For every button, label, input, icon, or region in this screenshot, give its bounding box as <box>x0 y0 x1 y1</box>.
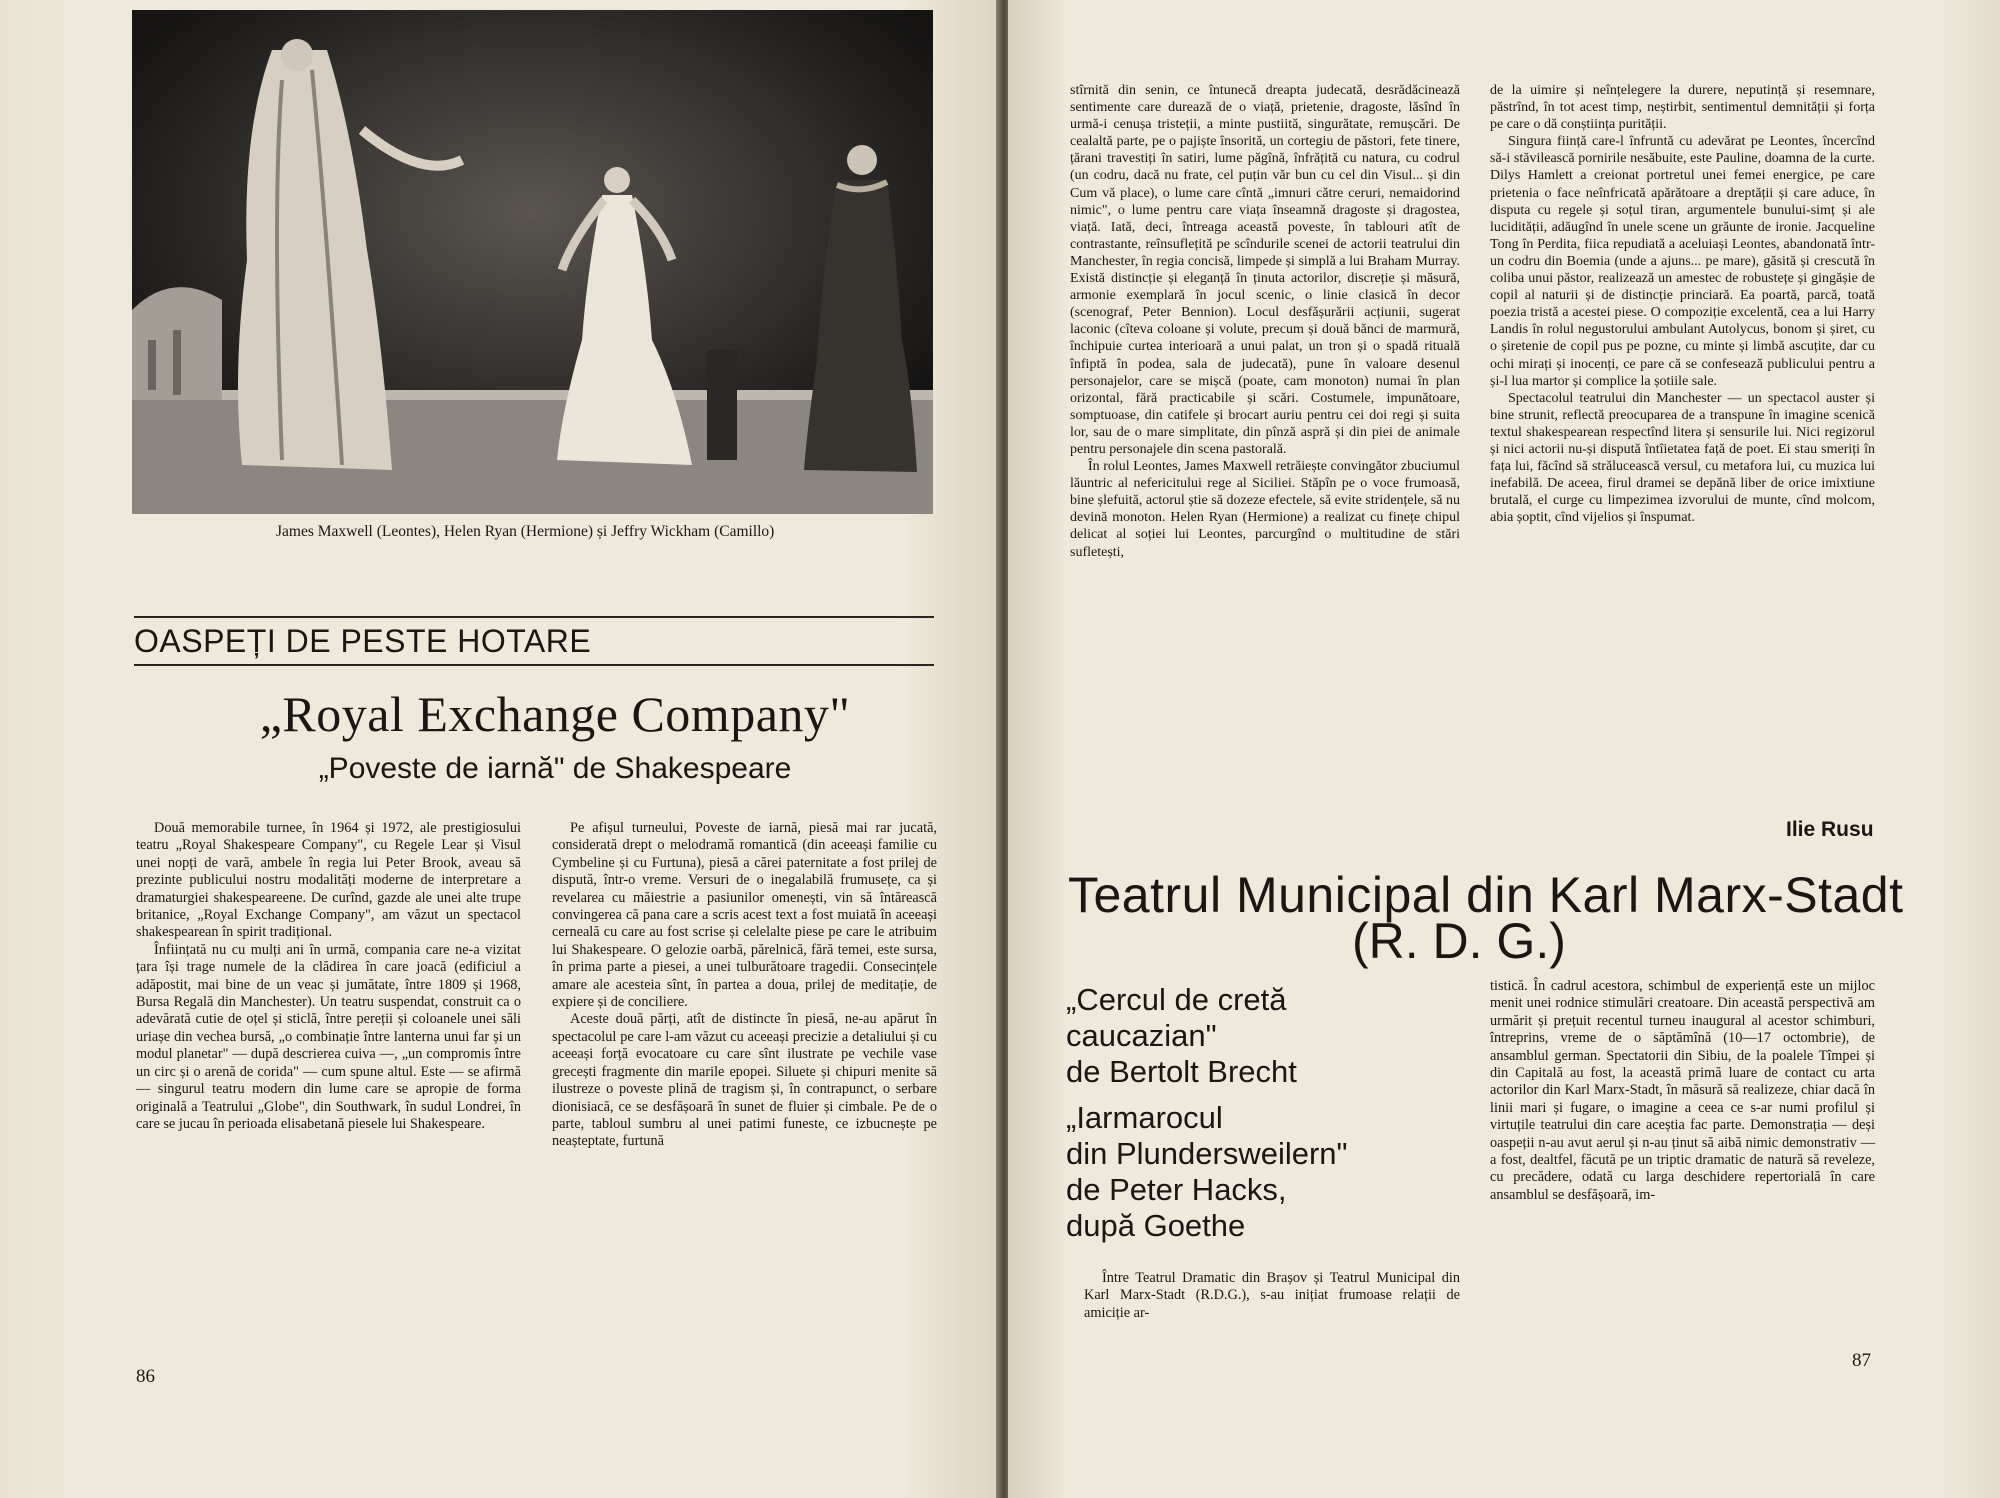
photo-caption: James Maxwell (Leontes), Helen Ryan (Hermione) și Jeffry Wickham (Camillo) <box>276 523 775 540</box>
paragraph: stîrnită din senin, ce întunecă dreapta judecată, desrădăcinează sentimente care durează de o viață, prietenie, dragoste, lăsînd în urmă-i cenușa tristeții, a minte pustiită, singurătate, remușcări. De cealaltă parte, pe o pajiște însorită, un cortegiu de păstori, fete tinere, țărani travestiți în satiri, lume păgînă, înfrățită cu natura, cu codrul (un codru, dacă nu frate, cel puțin văr bun cu cel din Visul... și din Cum vă place), o lume care cîntă „imnuri către ceruri, nemaidorind nimic", o lume pentru care viața înseamnă dragoste și dragostea, viață. Iată, deci, întreaga această poveste, în tablouri atît de contrastante, reînsuflețită pe scîndurile scenei de actorii teatrului din Manchester, în regia concisă, limpede și simplă a lui Braham Murray. Există distincție și eleganță în ținuta actorilor, discreție și măsură, armonie exemplară în jocul scenic, o linie clasică în decor (scenograf, Peter Bennion). Locul desfășurării acțiunii, sugerat laconic (cîteva coloane și volute, precum și două bănci de marmură, închipuie curtea interioară a unui palat, un tron și o spadă rituală înfiptă în podea, sala de judecată), pune în valoare desenul personajelor, care se mișcă (poate, cam monoton) numai în plan orizontal, fără practicabile și scări. Costumele, impunătoare, somptuoase, din catifele și brocart auriu pentru cei doi regi și suita lor, sau de o mare simplitate, din pînză aspră și din piei de animale pentru personajele din scena pastorală. <box>1070 83 1460 457</box>
page-number-right: 87 <box>1852 1350 1871 1371</box>
left-column-1 <box>136 820 521 1133</box>
left-column-2 <box>552 820 937 1151</box>
right-column-2 <box>1490 82 1875 526</box>
paragraph: Singura ființă care-l înfruntă cu adevărat pe Leontes, încercînd să-i stăvilească pornirile nesăbuite, este Pauline, doamna de la curte. Dilys Hamlett a creionat portretul unei femei energice, pe care prietenia o face neînfricată apărătoare a dreptății și care aduce, în disputa cu regele și soțul tiran, argumentele bunului-simț și ale lucidității, adăugînd în unele scene un grăunte de ironie. Jacqueline Tong în Perdita, fiica repudiată a aceluiași Leontes, abandonată într-un codru din Boemia (unde a ajuns... pe mare), găsită și crescută în coliba unui păstor, realizează un amestec de robustețe și gingășie de copil al naturii și de distincție princiară. Ea poartă, parcă, toată poezia tristă a acestei piese. O compoziție excelentă, cea a lui Harry Landis în rolul negustorului ambulant Autolycus, bonom și șiret, cu o șiretenie de copil pus pe pozne, cu minte și limbă ascuțite, dar cu ochi mirați și inocenți, ce pare că se confesează publicului pentru a și-l lua martor și complice la șotiile sale. <box>1490 134 1875 389</box>
paragraph: Între Teatrul Dramatic din Brașov și Teatrul Municipal din Karl Marx-Stadt (R.D.G.), s-au inițiat frumoase relații de amiciție ar- <box>1084 1270 1460 1321</box>
subtitle-line: de Peter Hacks, <box>1066 1172 1287 1207</box>
subtitle-line: „Iarmarocul <box>1066 1100 1223 1135</box>
subtitle-line: „Cercul de cretă <box>1066 982 1287 1017</box>
paragraph: Spectacolul teatrului din Manchester — un spectacol auster și bine strunit, reflectă preocuparea de a transpune în imagine scenică textul shakespearean respectînd litera și sensurile lui. Nici regizorul și nici actorii nu-și dispută întîietatea față de poet. Ei stau smeriți în fața lui, făcînd să strălucească versul, cu metafora lui, cu muzica lui inefabilă. De aceea, firul dramei se depănă liber de orice imixtiune brutală, el curge cu limpezimea izvorului de munte, cînd molcom, abia șoptit, cînd vijelios și înspumat. <box>1490 390 1875 526</box>
paragraph: de la uimire și neînțelegere la durere, neputință și resemnare, păstrînd, în tot acest timp, neștirbit, sentimentul demnității și forța pe care o dă conștiința purității. <box>1490 83 1875 133</box>
subtitle-line: după Goethe <box>1066 1208 1246 1243</box>
stage-photo-image <box>132 10 933 514</box>
article-title: „Royal Exchange Company" <box>259 686 851 742</box>
paragraph: tistică. În cadrul acestora, schimbul de experiență este un mijloc menit unei rodnice stimulări creatoare. Din această perspectivă am urmărit și prețuit recentul turneu inaugural al acestor schimburi, întreprins, vreme de o săptămînă (10—17 octombrie), de ansamblul german. Spectatorii din Sibiu, de la poalele Tîmpei și din Capitală au fost, la această primă luare de contact cu arta actorilor din Karl Marx-Stadt, în măsură să realizeze, chiar dacă în linii mari și fugare, o imagine a ceea ce s-ar numi profilul și virtuțile teatrului din care aceștia fac parte. Demonstrația — deși oaspeții n-au avut aerul și n-au ținut să aibă nimic demonstrativ — a fost, dealtfel, făcută pe un triptic dramatic de natură să reveleze, cu precădere, odată cu larga deschidere repertorială în care ansamblul se desfășoară, im- <box>1490 978 1875 1203</box>
author-signature: Ilie Rusu <box>1786 818 1874 841</box>
paragraph: Două memorabile turnee, în 1964 și 1972, ale prestigiosului teatru „Royal Shakespeare Company", cu Regele Lear și Visul unei nopți de vară, ambele în regia lui Peter Brook, aveau să prezinte publicului nostru modalități moderne de interpretare a dramaturgiei shakespeareene. De curînd, gazde ale unei alte trupe britanice, „Royal Exchange Company", am văzut un spectacol shakespearean în spirit tradițional. <box>136 820 521 941</box>
paragraph: Aceste două părți, atît de distincte în piesă, ne-au apărut în spectacolul pe care l-am văzut cu aceeași precizie a detaliului și cu aceeași forță evocatoare cu care sînt ilustrate pe vechile vase grecești fragmente din marile epopei. Siluete și chipuri menite să ilustreze o poveste plină de tragism și, în contrapunct, o serbare dionisiacă, ce se desfășoară în sunet de fluier și cimbale. Pe de o parte, tabloul sumbru al unei patimi funeste, ce izbucnește pe neașteptate, furtună <box>552 1011 937 1150</box>
paragraph: Pe afișul turneului, Poveste de iarnă, piesă mai rar jucată, considerată drept o melodramă romantică (din aceeași familie cu Cymbeline și cu Furtuna), piesă a cărei paternitate a fost prilej de dispută, într-o vreme. Versuri de o inegalabilă frumusețe, ca și revelarea cu măiestrie a pasiunilor omenești, vin să întărească convingerea că pana care a scris acest text a fost muiată în aceeași cerneală cu care au fost scrise și celelalte piese pe care le atribuim lui Shakespeare. O gelozie oarbă, părelnică, fără temei, este sursa, în prima parte a piesei, a unei tulburătoare tragedii. Consecințele amare ale acesteia sînt, în partea a doua, prilej de meditație, de expiere și de conciliere. <box>552 820 937 1011</box>
subtitle-line: de Bertolt Brecht <box>1066 1054 1297 1089</box>
right-column-3 <box>1084 1270 1460 1322</box>
section-rule-bottom <box>134 664 934 666</box>
subtitle-brecht <box>1066 982 1297 1090</box>
article2-title: Teatrul Municipal din Karl Marx-Stadt <box>1068 867 1904 923</box>
right-column-1 <box>1070 82 1460 561</box>
subtitle-line: din Plundersweilern" <box>1066 1136 1348 1171</box>
article2-title-country: (R. D. G.) <box>1352 913 1566 969</box>
paragraph: În rolul Leontes, James Maxwell retrăiește convingător zbuciumul lăuntric al nefericitului rege al Siciliei. Stăpîn pe o voce frumoasă, bine șlefuită, actorul știe să dozeze efectele, să evite stridențele, să nu devină monoton. Helen Ryan (Hermione) a realizat cu finețe chipul delicat al soției lui Leontes, parcurgînd o multitudine de stări sufletești, <box>1070 459 1460 560</box>
article-subtitle: „Poveste de iarnă" de Shakespeare <box>318 752 792 785</box>
paragraph: Înființată nu cu mulți ani în urmă, compania care ne-a vizitat țara își trage numele de la clădirea în care joacă (edificiul a adăpostit, mai bine de un veac și jumătate, între 1809 și 1968, Bursa Regală din Manchester). Un teatru suspendat, construit ca o adevărată cutie de oțel și sticlă, între pereții și coloanele unei săli uriașe din vechea bursă, „o combinație între lanterna unui far și un modul planetar" — după descrierea cuiva —, „un compromis între un circ și o arenă de corida" — cum spune altul. Este — se afirmă — singurul teatru modern din lume care se apropie de forma originală a Teatrului „Globe", din Southwark, în sudul Londrei, în care se jucau în perioada elisabetană piesele lui Shakespeare. <box>136 941 521 1132</box>
section-rule-top <box>134 616 934 618</box>
page-number-left: 86 <box>136 1366 155 1387</box>
subtitle-line: caucazian" <box>1066 1018 1217 1053</box>
right-column-4 <box>1490 978 1875 1204</box>
section-title: OASPEȚI DE PESTE HOTARE <box>134 623 592 659</box>
subtitle-hacks <box>1066 1100 1348 1244</box>
stage-photo <box>132 10 933 514</box>
